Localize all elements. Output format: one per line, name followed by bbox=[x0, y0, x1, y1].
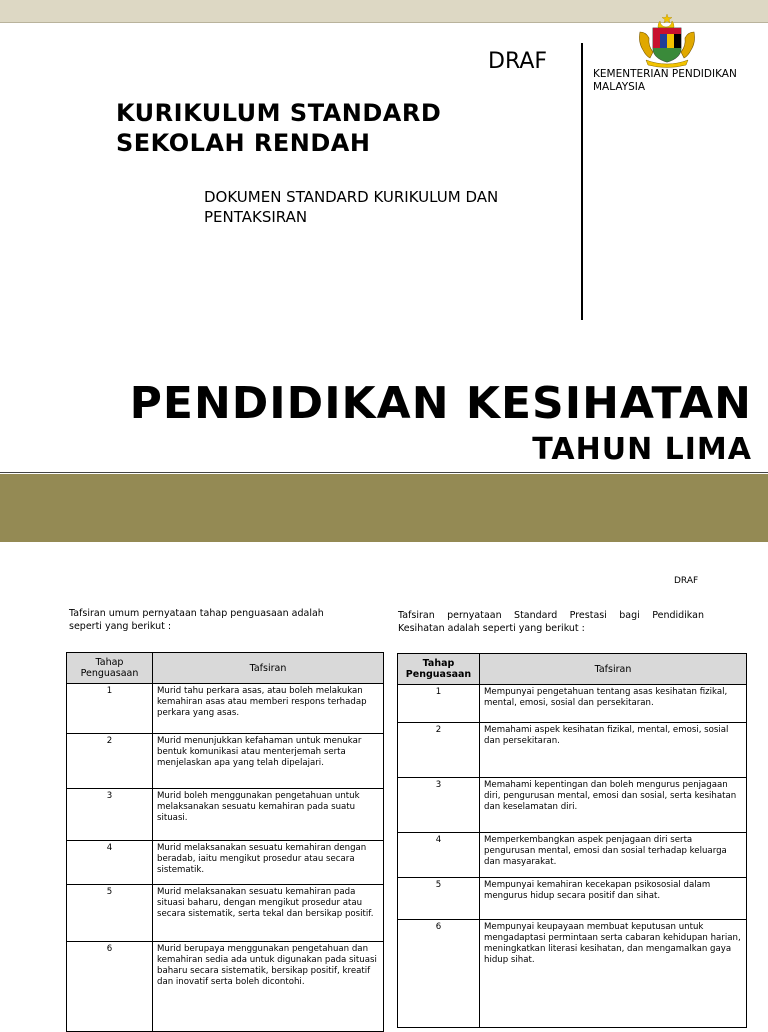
interpretation-cell: Mempunyai keupayaan membuat keputusan untuk mengadaptasi permintaan serta cabaran kehidupan harian, meningkatkan literasi kesihatan, dan mengamalkan gaya hidup sihat. bbox=[480, 920, 747, 1028]
vertical-divider bbox=[581, 43, 583, 320]
table-header-row bbox=[398, 654, 747, 685]
level-cell: 2 bbox=[398, 723, 480, 778]
curriculum-title-line-2: SEKOLAH RENDAH bbox=[116, 129, 371, 157]
right-intro-text: Tafsiran pernyataan Standard Prestasi bagi Pendidikan Kesihatan adalah seperti yang berikut : bbox=[398, 610, 704, 634]
table-row bbox=[398, 723, 747, 778]
interpretation-cell: Memahami kepentingan dan boleh mengurus penjagaan diri, pengurusan mental, emosi dan sosial, serta kesihatan dan keselamatan diri. bbox=[480, 778, 747, 833]
curriculum-title-line-1: KURIKULUM STANDARD bbox=[116, 99, 442, 127]
interpretation-cell: Murid menunjukkan kefahaman untuk menukar bentuk komunikasi atau menterjemah serta menjelaskan apa yang telah dipelajari. bbox=[153, 734, 384, 789]
left-intro-text: Tafsiran umum pernyataan tahap penguasaan adalah seperti yang berikut : bbox=[69, 608, 324, 632]
draft-label: DRAF bbox=[488, 49, 548, 74]
level-header: Tahap Penguasaan bbox=[67, 653, 153, 684]
interpretation-cell: Memahami aspek kesihatan fizikal, mental, emosi, sosial dan persekitaran. bbox=[480, 723, 747, 778]
horizontal-divider bbox=[0, 472, 768, 473]
interpretation-cell: Murid berupaya menggunakan pengetahuan dan kemahiran sedia ada untuk digunakan pada situasi baharu secara sistematik, bersikap positif, kreatif dan inovatif serta boleh dicontohi. bbox=[153, 942, 384, 1032]
table-row bbox=[398, 878, 747, 920]
level-cell: 3 bbox=[398, 778, 480, 833]
ministry-name: KEMENTERIAN PENDIDIKAN MALAYSIA bbox=[593, 68, 737, 93]
level-header: Tahap Penguasaan bbox=[398, 654, 480, 685]
level-cell: 6 bbox=[398, 920, 480, 1028]
table-row bbox=[67, 734, 384, 789]
table-row bbox=[67, 841, 384, 885]
level-cell: 1 bbox=[398, 685, 480, 723]
level-cell: 4 bbox=[398, 833, 480, 878]
olive-color-band bbox=[0, 474, 768, 542]
interpretation-cell: Memperkembangkan aspek penjagaan diri serta pengurusan mental, emosi dan sosial terhadap keluarga dan masyarakat. bbox=[480, 833, 747, 878]
year-title: TAHUN LIMA bbox=[532, 432, 752, 467]
table-header-row bbox=[67, 653, 384, 684]
interpretation-cell: Murid melaksanakan sesuatu kemahiran dengan beradab, iaitu mengikut prosedur atau secara sistematik. bbox=[153, 841, 384, 885]
malaysia-coat-of-arms-icon bbox=[634, 12, 700, 68]
level-cell: 1 bbox=[67, 684, 153, 734]
interpretation-header: Tafsiran bbox=[153, 653, 384, 684]
level-cell: 3 bbox=[67, 789, 153, 841]
interpretation-cell: Murid melaksanakan sesuatu kemahiran pada situasi baharu, dengan mengikut prosedur atau secara sistematik, serta tekal dan bersikap positif. bbox=[153, 885, 384, 942]
interpretation-cell: Murid tahu perkara asas, atau boleh melakukan kemahiran asas atau memberi respons terhadap perkara yang asas. bbox=[153, 684, 384, 734]
page-draft-label: DRAF bbox=[674, 576, 699, 586]
table-row bbox=[398, 920, 747, 1028]
interpretation-cell: Mempunyai pengetahuan tentang asas kesihatan fizikal, mental, emosi, sosial dan persekitaran. bbox=[480, 685, 747, 723]
table-row bbox=[67, 942, 384, 1032]
level-cell: 5 bbox=[398, 878, 480, 920]
level-cell: 5 bbox=[67, 885, 153, 942]
table-row bbox=[67, 684, 384, 734]
table-row bbox=[398, 778, 747, 833]
curriculum-title bbox=[116, 98, 441, 158]
table-row bbox=[398, 685, 747, 723]
document-type: DOKUMEN STANDARD KURIKULUM DAN PENTAKSIRAN bbox=[204, 188, 499, 226]
table-row bbox=[67, 789, 384, 841]
interpretation-cell: Mempunyai kemahiran kecekapan psikososial dalam mengurus hidup secara positif dan sihat. bbox=[480, 878, 747, 920]
general-level-table bbox=[66, 652, 384, 1032]
subject-title: PENDIDIKAN KESIHATAN bbox=[129, 378, 752, 429]
level-cell: 4 bbox=[67, 841, 153, 885]
interpretation-cell: Murid boleh menggunakan pengetahuan untuk melaksanakan sesuatu kemahiran pada suatu situasi. bbox=[153, 789, 384, 841]
level-cell: 2 bbox=[67, 734, 153, 789]
interpretation-header: Tafsiran bbox=[480, 654, 747, 685]
table-row bbox=[67, 885, 384, 942]
level-cell: 6 bbox=[67, 942, 153, 1032]
table-row bbox=[398, 833, 747, 878]
health-level-table bbox=[397, 653, 747, 1028]
